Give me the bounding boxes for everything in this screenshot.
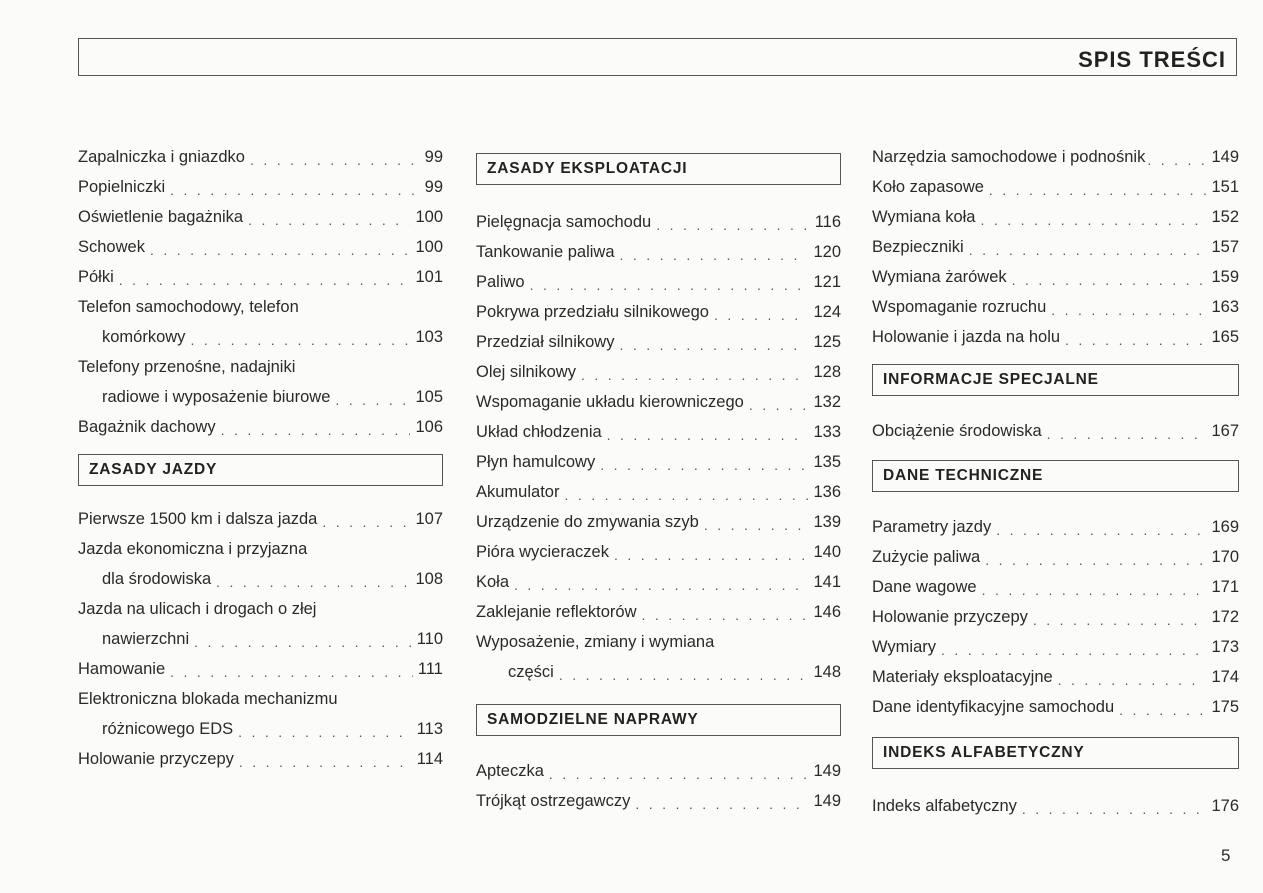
toc-entry[interactable]: Pielęgnacja samochodu . . . 116 — [476, 207, 841, 237]
section-header-indeks-alfabetyczny: INDEKS ALFABETYCZNY — [872, 737, 1239, 769]
toc-entry[interactable]: Materiały eksploatacyjne . . . 174 — [872, 662, 1239, 692]
toc-entry[interactable]: Koła . . . 141 — [476, 567, 841, 597]
toc-entry[interactable]: Oświetlenie bagażnika . . . 100 — [78, 202, 443, 232]
toc-entry[interactable]: Wymiana koła . . . 152 — [872, 202, 1239, 232]
toc-entry[interactable]: Wspomaganie rozruchu . . . 163 — [872, 292, 1239, 322]
toc-entry[interactable]: Bagażnik dachowy . . . 106 — [78, 412, 443, 442]
toc-entry[interactable]: Płyn hamulcowy . . . 135 — [476, 447, 841, 477]
toc-entry[interactable]: Dane wagowe . . . 171 — [872, 572, 1239, 602]
toc-entry[interactable]: Paliwo . . . 121 — [476, 267, 841, 297]
toc-entry[interactable]: różnicowego EDS . . . 113 — [78, 714, 443, 744]
page-title: SPIS TREŚCI — [1078, 47, 1226, 72]
toc-entry[interactable]: Przedział silnikowy . . . 125 — [476, 327, 841, 357]
section-header-zasady-jazdy: ZASADY JAZDY — [78, 454, 443, 486]
toc-entry[interactable]: Trójkąt ostrzegawczy . . . 149 — [476, 786, 841, 816]
toc-entry[interactable]: Zaklejanie reflektorów . . . 146 — [476, 597, 841, 627]
toc-entry[interactable]: Popielniczki . . . 99 — [78, 172, 443, 202]
toc-entry[interactable]: Holowanie i jazda na holu . . . 165 — [872, 322, 1239, 352]
toc-entry[interactable]: komórkowy . . . 103 — [78, 322, 443, 352]
toc-entry[interactable]: Układ chłodzenia . . . 133 — [476, 417, 841, 447]
toc-column-1 — [78, 142, 443, 774]
toc-entry[interactable]: Narzędzia samochodowe i podnośnik . . . 149 — [872, 142, 1239, 172]
toc-entry[interactable]: radiowe i wyposażenie biurowe . . . 105 — [78, 382, 443, 412]
section-header-dane-techniczne: DANE TECHNICZNE — [872, 460, 1239, 492]
header-box — [78, 38, 1237, 76]
toc-entry[interactable]: Schowek . . . 100 — [78, 232, 443, 262]
toc-entry[interactable]: Olej silnikowy . . . 128 — [476, 357, 841, 387]
toc-entry[interactable]: Holowanie przyczepy . . . 114 — [78, 744, 443, 774]
toc-entry[interactable]: Koło zapasowe . . . 151 — [872, 172, 1239, 202]
toc-entry[interactable]: Holowanie przyczepy . . . 172 — [872, 602, 1239, 632]
toc-entry[interactable]: Pierwsze 1500 km i dalsza jazda . . . 107 — [78, 504, 443, 534]
toc-entry[interactable]: dla środowiska . . . 108 — [78, 564, 443, 594]
toc-entry[interactable]: Obciążenie środowiska . . . 167 — [872, 416, 1239, 446]
toc-entry[interactable]: Dane identyfikacyjne samochodu . . . 175 — [872, 692, 1239, 722]
toc-entry-line[interactable]: Jazda na ulicach i drogach o złej — [78, 600, 317, 618]
toc-entry[interactable]: Pióra wycieraczek . . . 140 — [476, 537, 841, 567]
toc-entry[interactable]: Wspomaganie układu kierowniczego . . . 132 — [476, 387, 841, 417]
toc-entry[interactable]: Akumulator . . . 136 — [476, 477, 841, 507]
toc-entry-line[interactable]: Elektroniczna blokada mechanizmu — [78, 690, 338, 708]
section-header-samodzielne-naprawy: SAMODZIELNE NAPRAWY — [476, 704, 841, 736]
toc-entry[interactable]: Indeks alfabetyczny . . . 176 — [872, 791, 1239, 821]
toc-entry[interactable]: Wymiana żarówek . . . 159 — [872, 262, 1239, 292]
toc-entry[interactable]: Hamowanie . . . 111 — [78, 654, 443, 684]
toc-entry[interactable]: nawierzchni . . . 110 — [78, 624, 443, 654]
toc-entry[interactable]: Zapalniczka i gniazdko . . . 99 — [78, 142, 443, 172]
toc-entry[interactable]: Zużycie paliwa . . . 170 — [872, 542, 1239, 572]
section-header-zasady-eksploatacji: ZASADY EKSPLOATACJI — [476, 153, 841, 185]
toc-entry-line[interactable]: Telefon samochodowy, telefon — [78, 298, 299, 316]
toc-column-3 — [872, 142, 1239, 821]
toc-entry[interactable]: Urządzenie do zmywania szyb . . . 139 — [476, 507, 841, 537]
toc-entry[interactable]: Parametry jazdy . . . 169 — [872, 512, 1239, 542]
toc-entry-line[interactable]: Telefony przenośne, nadajniki — [78, 358, 296, 376]
page-number: 5 — [1221, 846, 1231, 865]
section-header-informacje-specjalne: INFORMACJE SPECJALNE — [872, 364, 1239, 396]
toc-column-2 — [476, 153, 841, 816]
toc-entry[interactable]: części . . . 148 — [476, 657, 841, 687]
toc-entry[interactable]: Wymiary . . . 173 — [872, 632, 1239, 662]
toc-entry[interactable]: Pokrywa przedziału silnikowego . . . 124 — [476, 297, 841, 327]
toc-entry[interactable]: Bezpieczniki . . . 157 — [872, 232, 1239, 262]
toc-entry[interactable]: Apteczka . . . 149 — [476, 756, 841, 786]
toc-entry[interactable]: Półki . . . 101 — [78, 262, 443, 292]
toc-entry[interactable]: Tankowanie paliwa . . . 120 — [476, 237, 841, 267]
toc-entry-line[interactable]: Wyposażenie, zmiany i wymiana — [476, 633, 715, 651]
toc-entry-line[interactable]: Jazda ekonomiczna i przyjazna — [78, 540, 308, 558]
